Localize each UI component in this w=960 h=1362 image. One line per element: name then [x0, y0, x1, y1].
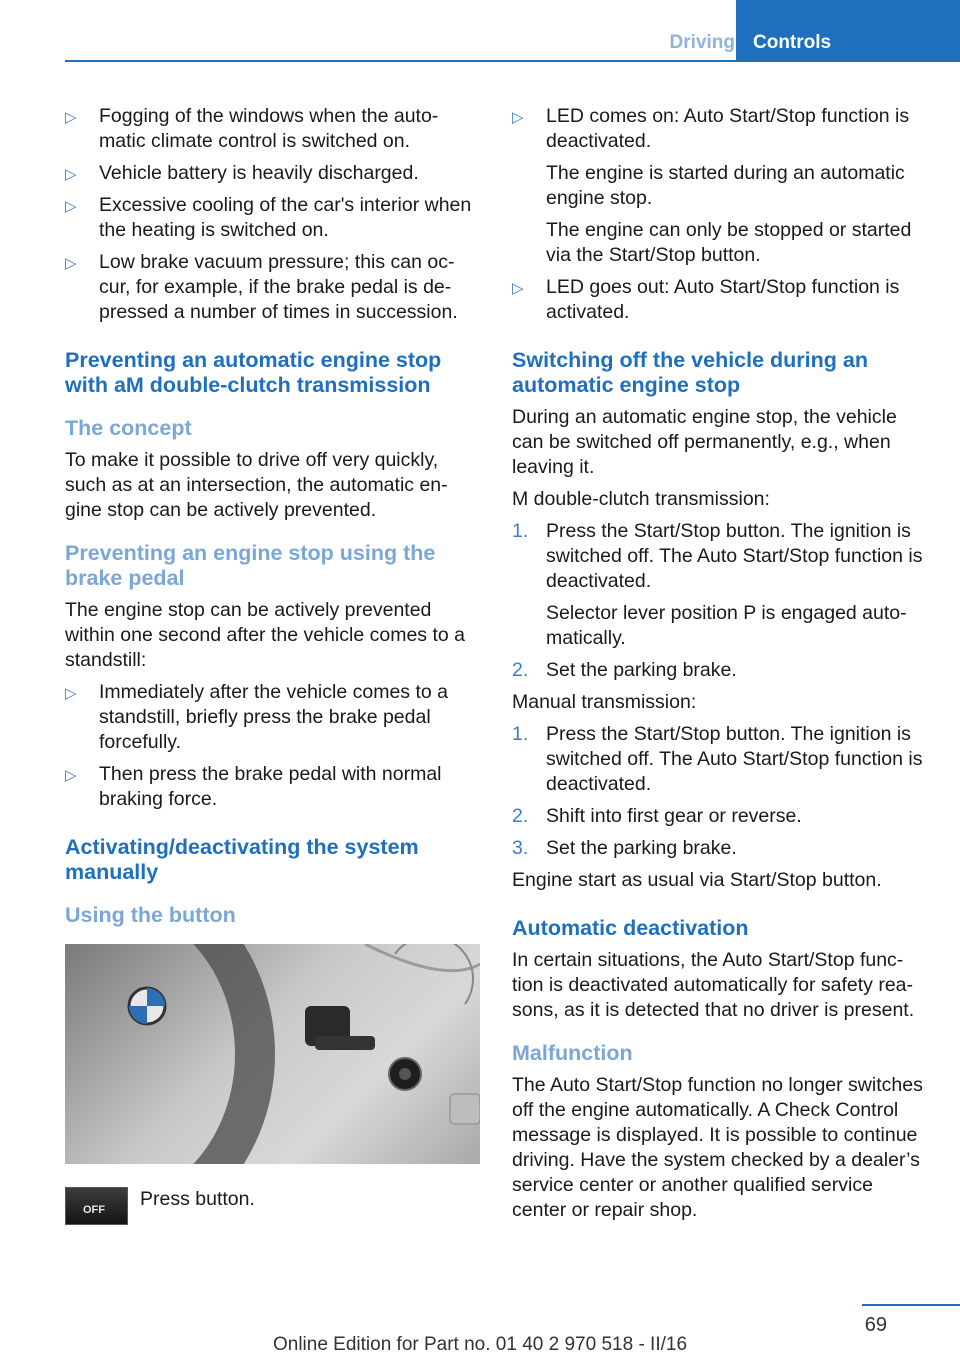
step-text: Set the parking brake. [546, 659, 737, 681]
paragraph-engine-start: Engine start as usual via Start/Stop button. [512, 869, 882, 891]
triangle-bullet-icon: ▷ [65, 198, 77, 215]
step-text: Shift into first gear or reverse. [546, 805, 802, 827]
list-item [512, 836, 930, 861]
bullet-text: The engine is started during an automatic engine stop. [546, 162, 905, 209]
triangle-bullet-icon: ▷ [65, 255, 77, 272]
header-chapter-tab: Controls [736, 0, 960, 60]
list-item [65, 104, 483, 154]
step-text: Press the Start/Stop button. The ignition is switched off. The Auto Start/Stop function is deactivated. [546, 723, 923, 795]
heading-using-the-button: Using the button [65, 903, 236, 927]
list-item [512, 519, 930, 651]
steering-wheel-illustration [65, 944, 480, 1164]
bullet-text: LED goes out: Auto Start/Stop function is activated. [546, 276, 900, 323]
press-button-text: Press button. [140, 1188, 255, 1210]
heading-brake-pedal: Preventing an engine stop using the brake pedal [65, 541, 436, 590]
bullet-text: Vehicle battery is heavily discharged. [99, 162, 419, 184]
list-item [512, 104, 930, 268]
label-mdct: M double-clutch transmission: [512, 488, 770, 510]
header-section-label: Driving [669, 32, 735, 53]
step-number: 1. [512, 520, 529, 542]
right-column [512, 104, 930, 1230]
heading-automatic-deactivation: Automatic deactivation [512, 916, 749, 940]
paragraph-concept: To make it possible to drive off very quickly, such as at an intersection, the automatic en-gine stop can be actively prevented. [65, 449, 448, 521]
step-number: 2. [512, 659, 529, 681]
paragraph-malfunction: The Auto Start/Stop function no longer switches off the engine automatically. A Check Control message is displayed. It is possible to continue driving. Have the system checked by a dealer’s service center or another qualified service center or repair shop. [512, 1074, 923, 1221]
bullet-text: Low brake vacuum pressure; this can oc-cur, for example, if the brake pedal is de-pressed a number of times in succession. [99, 251, 458, 323]
step-text: Selector lever position P is engaged auto-matically. [546, 602, 907, 649]
list-item [65, 680, 483, 755]
paragraph-switching-off: During an automatic engine stop, the vehicle can be switched off permanently, e.g., when leaving it. [512, 406, 897, 478]
label-manual: Manual transmission: [512, 691, 697, 713]
steering-wheel-photo [65, 944, 480, 1164]
list-item [512, 658, 930, 683]
step-text: Press the Start/Stop button. The ignition is switched off. The Auto Start/Stop function is deactivated. [546, 520, 923, 592]
footer-rule [862, 1304, 960, 1306]
list-item [65, 161, 483, 186]
heading-preventing-engine-stop: Preventing an automatic engine stop with aM double-clutch transmission [65, 348, 442, 397]
triangle-bullet-icon: ▷ [65, 767, 77, 784]
step-number: 1. [512, 723, 529, 745]
heading-malfunction: Malfunction [512, 1041, 633, 1065]
step-number: 2. [512, 805, 529, 827]
icon-label: OFF [83, 1204, 105, 1216]
triangle-bullet-icon: ▷ [65, 166, 77, 183]
left-column [65, 104, 483, 1224]
triangle-bullet-icon: ▷ [512, 109, 524, 126]
list-item [512, 275, 930, 325]
bullet-text: Fogging of the windows when the auto-matic climate control is switched on. [99, 105, 439, 152]
paragraph-brake: The engine stop can be actively prevented within one second after the vehicle comes to a standstill: [65, 599, 465, 671]
bullet-text: Then press the brake pedal with normal braking force. [99, 763, 442, 810]
paragraph-automatic-deactivation: In certain situations, the Auto Start/Stop func-tion is deactivated automatically for safety rea-sons, as it is detected that no driver is present. [512, 949, 915, 1021]
bullet-text: The engine can only be stopped or started via the Start/Stop button. [546, 219, 912, 266]
auto-start-stop-off-icon [65, 1187, 128, 1225]
heading-the-concept: The concept [65, 416, 192, 440]
list-item [65, 250, 483, 325]
edition-footer: Online Edition for Part no. 01 40 2 970 518 - II/16 [272, 1334, 688, 1355]
heading-activating-deactivating: Activating/deactivating the system manually [65, 835, 419, 884]
list-item [512, 722, 930, 797]
bullet-text: LED comes on: Auto Start/Stop function is deactivated. [546, 105, 910, 152]
step-text: Set the parking brake. [546, 837, 737, 859]
page-number: 69 [864, 1314, 887, 1336]
triangle-bullet-icon: ▷ [512, 280, 524, 297]
bullet-text: Immediately after the vehicle comes to a standstill, briefly press the brake pedal forcefully. [99, 681, 448, 753]
list-item [65, 762, 483, 812]
heading-switching-off: Switching off the vehicle during an automatic engine stop [512, 348, 868, 397]
list-item [512, 804, 930, 829]
press-button-row [65, 1182, 483, 1224]
bullet-text: Excessive cooling of the car's interior when the heating is switched on. [99, 194, 472, 241]
triangle-bullet-icon: ▷ [65, 685, 77, 702]
list-item [65, 193, 483, 243]
page-header [65, 0, 960, 62]
triangle-bullet-icon: ▷ [65, 109, 77, 126]
step-number: 3. [512, 837, 529, 859]
